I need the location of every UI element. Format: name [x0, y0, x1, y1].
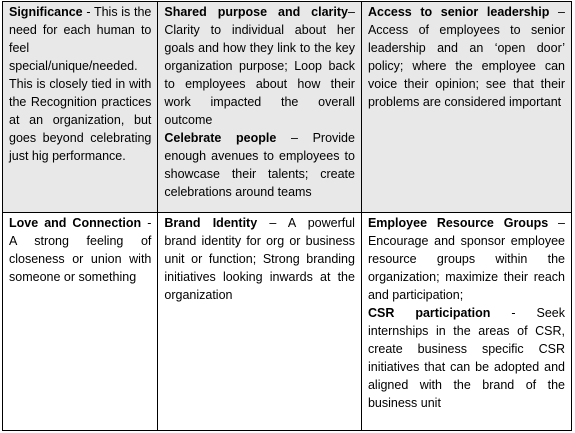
paragraph: [368, 304, 565, 412]
cell-resource-groups: [361, 213, 571, 431]
paragraph: [368, 3, 565, 111]
table-row: [3, 213, 572, 431]
cell-heading: Significance: [9, 5, 83, 19]
paragraph: [164, 129, 355, 201]
paragraph: [9, 214, 151, 286]
practices-table: [2, 1, 572, 431]
cell-heading: Brand Identity: [164, 216, 258, 230]
cell-text: – Provide enough avenues to employees to showcase their talents; create celebrations around teams: [164, 131, 355, 199]
cell-text: - Seek internships in the areas of CSR, create business specific CSR initiatives that can be adopted and aligned with the brand of the business unit: [367, 306, 565, 410]
paragraph: [9, 3, 151, 165]
cell-senior-leadership: [361, 2, 571, 213]
cell-heading: Access to senior leadership: [367, 5, 550, 19]
cell-text: – Clarity to individual about her goals and how they link to the key organization purpose; Loop back to employees about how their work impacted the overall outcome: [164, 5, 355, 127]
cell-love-connection: [3, 213, 158, 431]
cell-heading: Celebrate people: [164, 131, 277, 145]
cell-significance: [3, 2, 158, 213]
cell-heading: Love and Connection: [9, 216, 142, 230]
paragraph: [164, 3, 355, 129]
cell-text: – A powerful brand identity for org or business unit or function; Strong branding initiatives looking inwards at the organization: [164, 216, 355, 302]
cell-shared-purpose: [158, 2, 362, 213]
cell-text: - This is the need for each human to feel special/unique/needed. This is closely tied in with the Recognition practices at an organization, but goes beyond celebrating just hig performance.: [9, 5, 152, 163]
cell-text: - A strong feeling of closeness or union with someone or something: [9, 216, 152, 284]
table-row: [3, 2, 572, 213]
cell-heading: CSR participation: [367, 306, 491, 320]
paragraph: [368, 214, 565, 304]
cell-heading: Shared purpose and clarity: [164, 5, 349, 19]
cell-heading: Employee Resource Groups: [367, 216, 549, 230]
cell-text: – Access of employees to senior leadership and an ‘open door’ policy; where the employee can voice their opinion; see that their problems are considered important: [367, 5, 565, 109]
cell-brand-identity: [158, 213, 362, 431]
paragraph: [164, 214, 355, 304]
cell-text: – Encourage and sponsor employee resource groups within the organization; maximize their reach and participation;: [367, 216, 565, 302]
